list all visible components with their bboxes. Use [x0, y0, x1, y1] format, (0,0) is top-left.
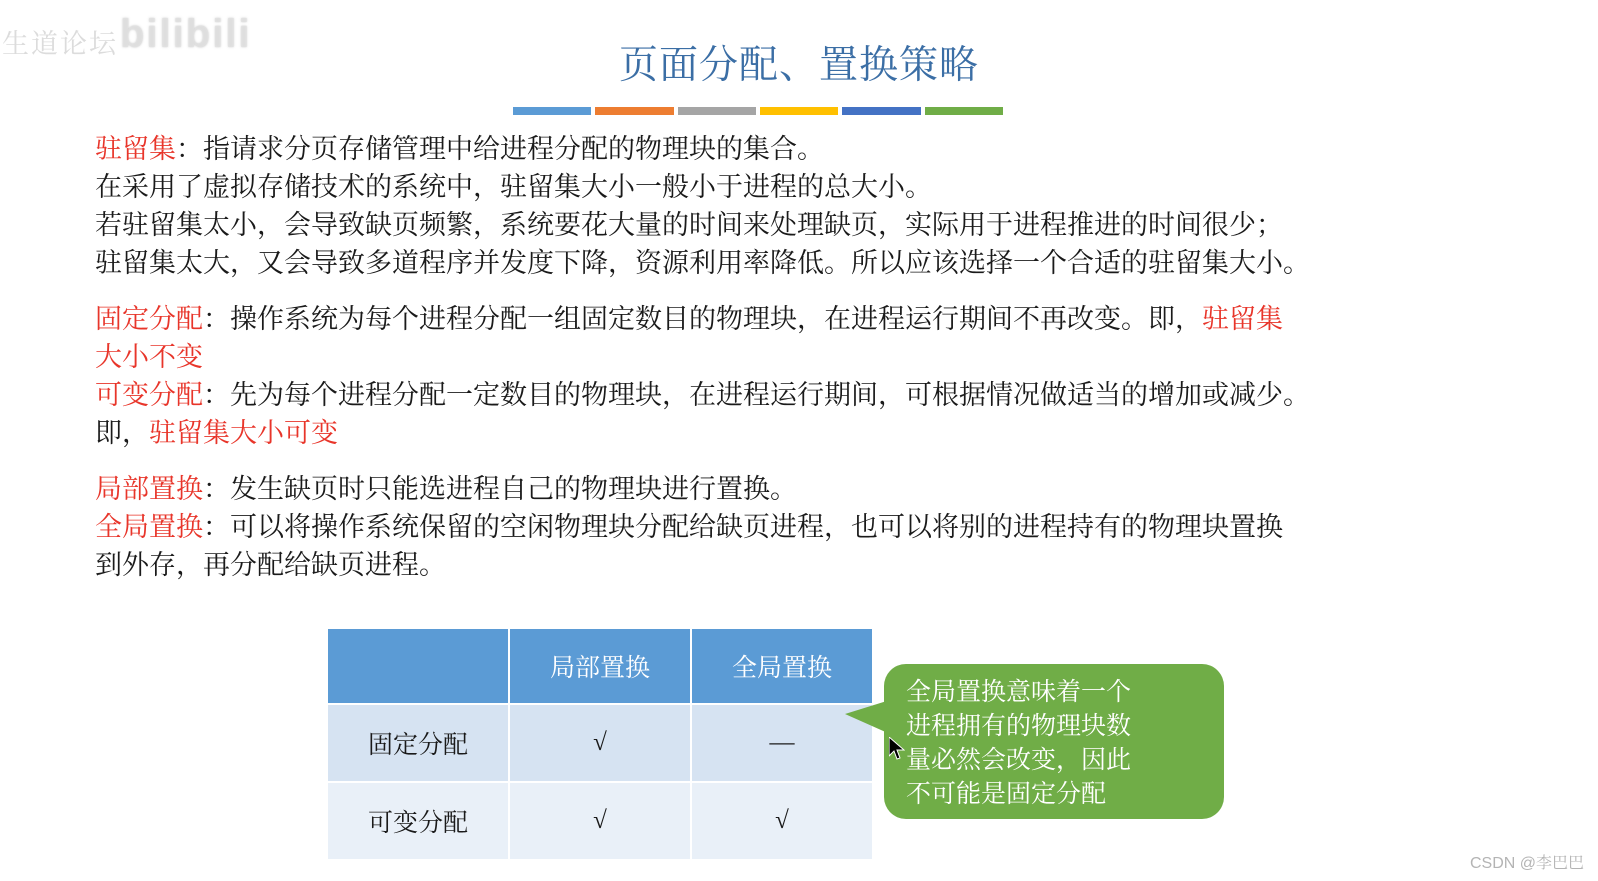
table-row-label-fixed: 固定分配: [327, 704, 509, 782]
text-line: [95, 244, 1515, 282]
plain-text: ：发生缺页时只能选进程自己的物理块进行置换。: [203, 474, 797, 504]
table-cell-variable-local: √: [509, 782, 691, 860]
credit-text: CSDN @李巴巴: [1469, 855, 1584, 872]
page-title: 页面分配、置换策略: [618, 44, 979, 87]
mouse-pointer-icon: [889, 737, 905, 761]
title-bar-6: [925, 107, 1003, 115]
table-row-label-variable: 可变分配: [327, 782, 509, 860]
keyword-text: 局部置换: [95, 474, 203, 504]
paragraph-resident-set: [95, 130, 1515, 282]
table-header-cell-0: [327, 628, 509, 704]
keyword-text: 驻留集: [95, 134, 176, 164]
plain-text: ：指请求分页存储管理中给进程分配的物理块的集合。: [176, 134, 824, 164]
callout-line-4: 不可能是固定分配: [906, 781, 1107, 808]
table-cell-variable-global: √: [691, 782, 873, 860]
table-row: [327, 704, 873, 782]
text-line: [95, 130, 1515, 168]
title-bar-2: [595, 107, 673, 115]
plain-text: 驻留集太大，又会导致多道程序并发度下降，资源利用率降低。所以应该选择一个合适的驻留集大小。: [95, 248, 1310, 278]
text-line: [95, 470, 1515, 508]
table-header-cell-1: 局部置换: [509, 628, 691, 704]
keyword-text: 驻留集: [1202, 304, 1283, 334]
callout-bubble: [884, 664, 1224, 819]
callout-line-2: 进程拥有的物理块数: [906, 713, 1132, 740]
plain-text: ：可以将操作系统保留的空闲物理块分配给缺页进程，也可以将别的进程持有的物理块置换: [203, 512, 1283, 542]
text-line: [95, 546, 1515, 584]
text-line: [95, 414, 1515, 452]
paragraph-replacement: [95, 470, 1515, 584]
watermark-text: 生道论坛: [2, 29, 118, 59]
keyword-text: 驻留集大小可变: [149, 418, 338, 448]
text-line: [95, 206, 1515, 244]
plain-text: ：先为每个进程分配一定数目的物理块，在进程运行期间，可根据情况做适当的增加或减少。: [203, 380, 1310, 410]
title-bar-3: [678, 107, 756, 115]
table-cell-fixed-global: —: [691, 704, 873, 782]
title-bar-4: [760, 107, 838, 115]
plain-text: 若驻留集太小，会导致缺页频繁，系统要花大量的时间来处理缺页，实际用于进程推进的时间很少；: [95, 210, 1283, 240]
text-line: [95, 338, 1515, 376]
callout-line-1: 全局置换意味着一个: [906, 679, 1132, 706]
table-header-row: [327, 628, 873, 704]
keyword-text: 全局置换: [95, 512, 203, 542]
table-row: [327, 782, 873, 860]
plain-text: ：操作系统为每个进程分配一组固定数目的物理块，在进程运行期间不再改变。即，: [203, 304, 1202, 334]
keyword-text: 固定分配: [95, 304, 203, 334]
text-line: [95, 300, 1515, 338]
title-bar-1: [513, 107, 591, 115]
comparison-table: [326, 627, 874, 861]
title-bar-5: [842, 107, 920, 115]
watermark-logo: bilibili: [120, 12, 252, 56]
table-header-cell-2: 全局置换: [691, 628, 873, 704]
callout-line-3: 量必然会改变，因此: [906, 747, 1132, 774]
table-cell-fixed-local: √: [509, 704, 691, 782]
plain-text: 即，: [95, 418, 149, 448]
keyword-text: 大小不变: [95, 342, 203, 372]
paragraph-allocation: [95, 300, 1515, 452]
plain-text: 到外存，再分配给缺页进程。: [95, 550, 446, 580]
text-line: [95, 168, 1515, 206]
keyword-text: 可变分配: [95, 380, 203, 410]
text-line: [95, 508, 1515, 546]
body-text: [95, 130, 1515, 584]
plain-text: 在采用了虚拟存储技术的系统中，驻留集大小一般小于进程的总大小。: [95, 172, 932, 202]
text-line: [95, 376, 1515, 414]
title-underline-bars: [513, 107, 1003, 115]
